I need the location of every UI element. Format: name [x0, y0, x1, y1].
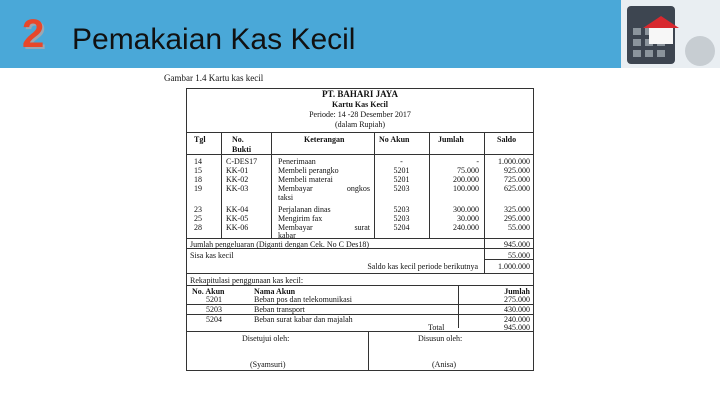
summary-next-label: Saldo kas kecil periode berikutnya [367, 262, 478, 271]
col-bukti: No. Bukti [232, 135, 252, 154]
company-name: PT. BAHARI JAYA [322, 89, 398, 99]
approved-label: Disetujui oleh: [242, 334, 290, 343]
col-akun: No Akun [379, 135, 410, 144]
card-title: Kartu Kas Kecil [332, 100, 388, 109]
card-period: Periode: 14 -28 Desember 2017 [309, 110, 411, 119]
figure-caption: Gambar 1.4 Kartu kas kecil [164, 73, 264, 83]
slide-number: 2 [22, 12, 45, 56]
finance-photo [621, 0, 720, 68]
col-tgl: Tgl [194, 135, 206, 144]
summary-expense-value: 945.000 [504, 240, 530, 249]
coin-icon [685, 36, 715, 66]
recap-title: Rekapitulasi penggunaan kas kecil: [190, 276, 304, 285]
card-unit: (dalam Rupiah) [335, 120, 385, 129]
recap-total-value: 945.000 [504, 323, 530, 332]
summary-remaining-value: 55.000 [508, 251, 530, 260]
col-jumlah: Jumlah [438, 135, 464, 144]
summary-remaining-label: Sisa kas kecil [190, 251, 234, 260]
recap-col-nama: Nama Akun [254, 287, 296, 296]
slide-title: Pemakaian Kas Kecil [72, 23, 356, 56]
preparer-name: (Anisa) [432, 360, 456, 369]
recap-col-akun: No. Akun [192, 287, 225, 296]
house-icon [645, 16, 677, 42]
recap-col-jumlah: Jumlah [504, 287, 530, 296]
col-keterangan: Keterangan [304, 135, 345, 144]
col-saldo: Saldo [497, 135, 517, 144]
summary-expense-label: Jumlah pengeluaran (Diganti dengan Cek. No C Des18) [190, 240, 370, 249]
slide-header [0, 0, 720, 68]
recap-total-label: Total [428, 323, 445, 332]
approver-name: (Syamsuri) [250, 360, 286, 369]
summary-next-value: 1.000.000 [498, 262, 530, 271]
petty-cash-card: PT. BAHARI JAYA Kartu Kas Kecil Periode: 14 -28 Desember 2017 (dalam Rupiah) Tgl No. Bukti Keterangan No Akun Jumlah Saldo 14 C-DES17 Penerimaan - - 1.000.000 15 KK-01 Membeli perangko 5201 75.000 925.000 18 KK-02 Membeli materai 5201 200.000 725.000 19 KK-03 Membayar ongkos taksi 5203 100.000 625.000 23 KK-04 Perjalanan dinas 5203 300.000 325.000 25 KK-05 Mengirim fax 5203 30.000 295.000 28 KK-06 Membayar surat kabar 5204 240.000 55.000 Jumlah pengeluaran (Diganti dengan Cek. No C Des18) 945.000 Sisa kas kecil 55.000 Saldo kas kecil periode berikutnya 1.000.000 Rekapitulasi penggunaan kas kecil: No. Akun Nama Akun Jumlah 5201 Beban pos dan telekomunikasi 275.000 5203 Beban transport 430.000 5204 Beban surat kabar dan majalah 240.000 Total 945.000 Disetujui oleh: Disusun oleh: (Syamsuri) (Anisa) [186, 88, 534, 371]
prepared-label: Disusun oleh: [418, 334, 463, 343]
